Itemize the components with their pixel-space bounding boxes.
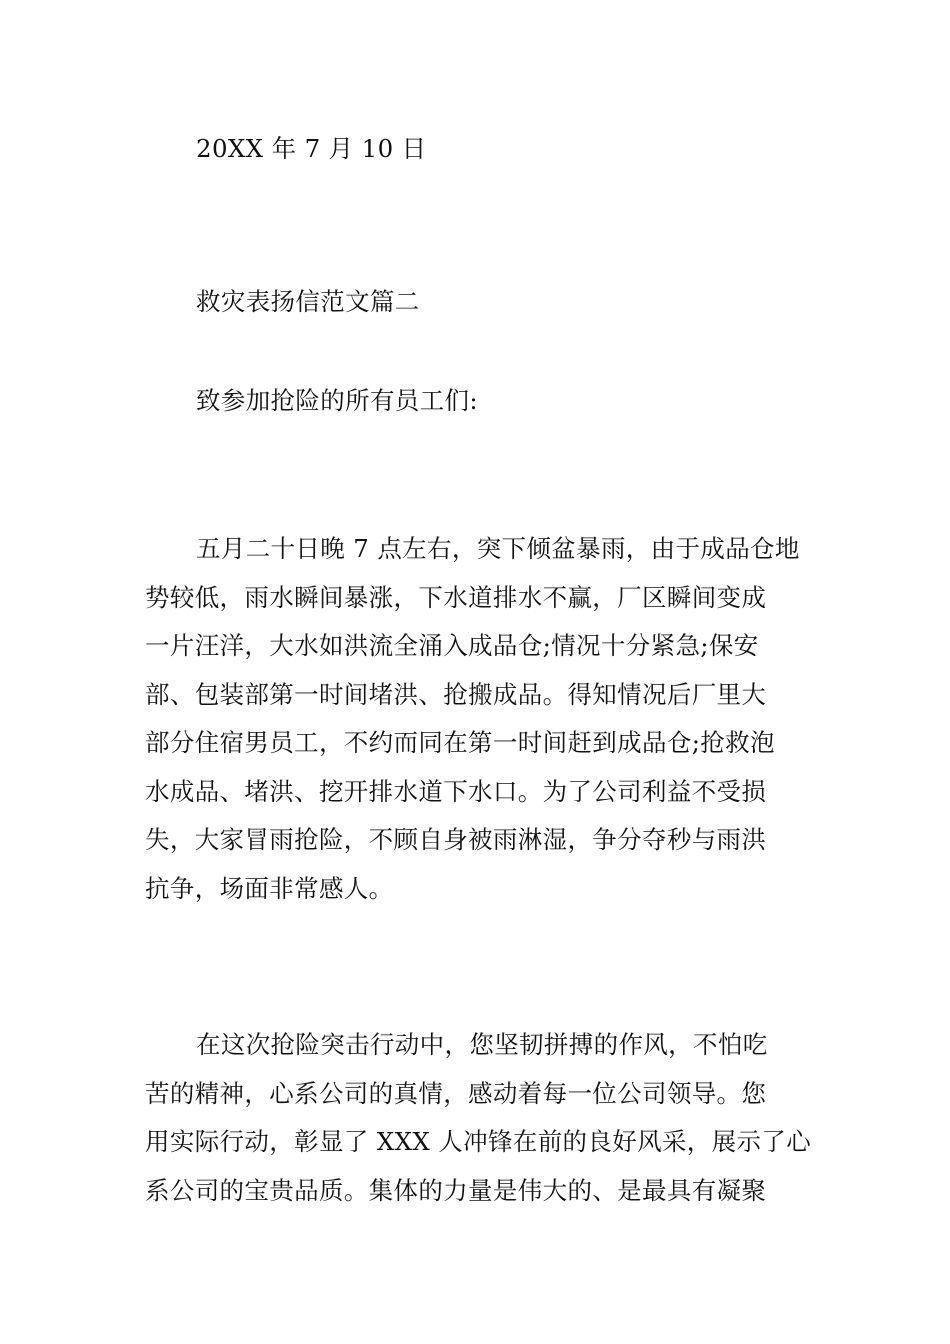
- paragraph-line: 水成品、堵洪、挖开排水道下水口。为了公司利益不受损: [145, 776, 767, 806]
- body-paragraph-1: [145, 525, 810, 913]
- paragraph-line: 在这次抢险突击行动中，您坚韧拼搏的作风，不怕吃: [196, 1030, 768, 1059]
- paragraph-line: 部分住宿男员工，不约而同在第一时间赶到成品仓;抢救泡: [145, 728, 775, 757]
- paragraph-line: 一片汪洋，大水如洪流全涌入成品仓;情况十分紧急;保安: [145, 631, 759, 660]
- paragraph-line: 抗争，场面非常感人。: [145, 873, 394, 903]
- paragraph-line: 用实际行动，彰显了 XXX 人冲锋在前的良好风采，展示了心: [145, 1127, 812, 1156]
- paragraph-line: 苦的精神，心系公司的真情，感动着每一位公司领导。您: [145, 1078, 767, 1108]
- body-paragraph-2: [145, 1021, 810, 1215]
- letter-heading: 救灾表扬信范文篇二: [196, 287, 420, 316]
- letter-date: 20XX 年 7 月 10 日: [196, 134, 427, 163]
- paragraph-line: 五月二十日晚 7 点左右，突下倾盆暴雨，由于成品仓地: [196, 534, 800, 563]
- letter-salutation: 致参加抢险的所有员工们:: [196, 386, 478, 415]
- paragraph-line: 势较低，雨水瞬间暴涨，下水道排水不赢，厂区瞬间变成: [145, 582, 767, 612]
- paragraph-line: 部、包装部第一时间堵洪、抢搬成品。得知情况后厂里大: [145, 679, 767, 709]
- paragraph-line: 系公司的宝贵品质。集体的力量是伟大的、是最具有凝聚: [145, 1175, 767, 1205]
- paragraph-line: 失，大家冒雨抢险，不顾自身被雨淋湿，争分夺秒与雨洪: [145, 825, 767, 854]
